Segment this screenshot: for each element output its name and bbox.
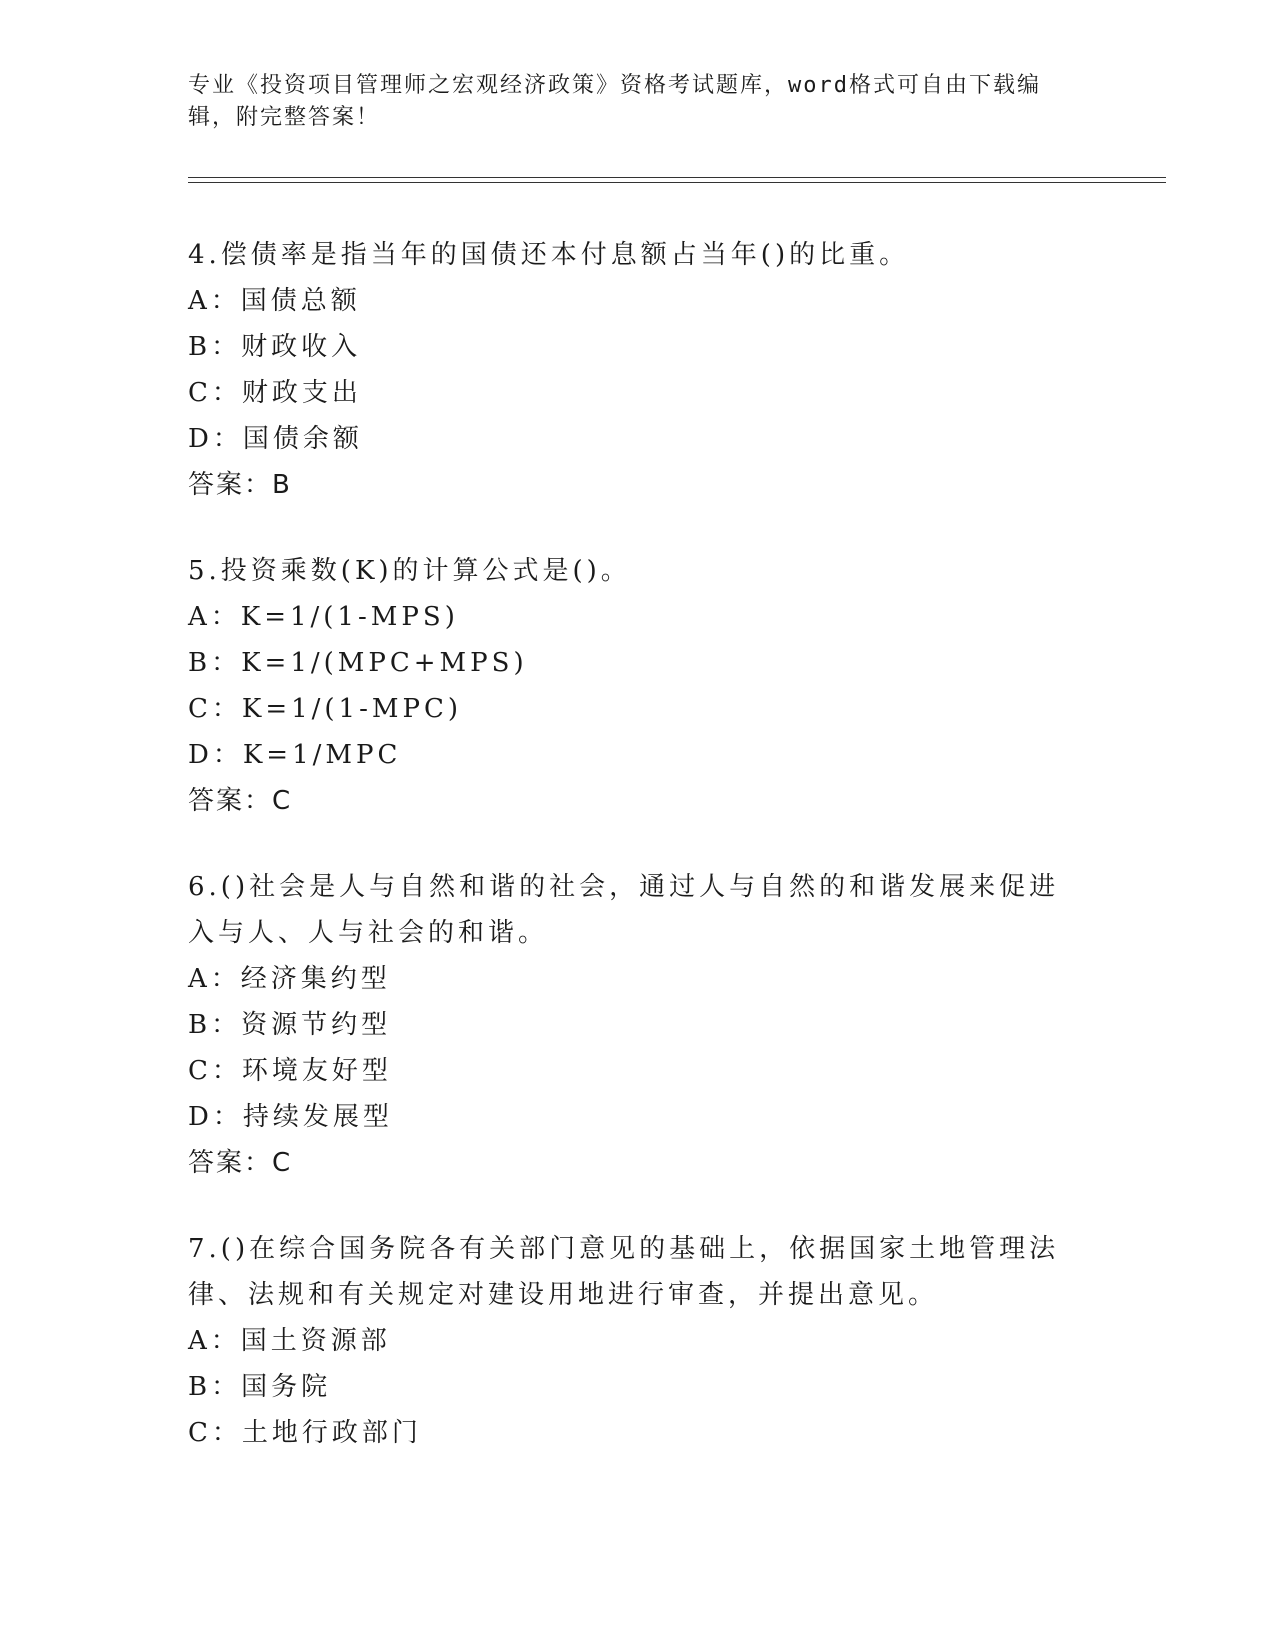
option-a [188,956,1088,1002]
header-divider-bottom [188,182,1166,183]
option-text: 国土资源部 [240,1326,391,1356]
question-stem: 7.()在综合国务院各有关部门意见的基础上，依据国家土地管理法律、法规和有关规定对建设用地进行审查，并提出意见。 [188,1234,1060,1310]
option-text: K=1/(1-MPS) [240,602,459,632]
option-b [188,1002,1088,1048]
option-text: 持续发展型 [242,1102,393,1132]
option-text: 环境友好型 [241,1056,392,1086]
option-b [188,640,1088,686]
option-text: 国债总额 [240,286,361,316]
option-text: 国务院 [241,1372,332,1402]
option-letter: B： [188,1372,242,1402]
option-letter: B： [188,332,242,362]
option-letter: C： [188,378,242,408]
answer-line: 答案：C [188,786,293,816]
option-letter: A： [188,964,241,994]
option-d [188,732,1088,778]
answer-line: 答案：C [188,1148,293,1178]
option-text: K=1/(MPC+MPS) [241,648,528,678]
question-7 [188,1226,1088,1456]
option-c [188,686,1088,732]
question-stem: 4.偿债率是指当年的国债还本付息额占当年()的比重。 [188,240,910,270]
option-c [188,1410,1088,1456]
option-text: 财政收入 [241,332,362,362]
option-a [188,278,1088,324]
option-text: 资源节约型 [241,1010,392,1040]
option-letter: A： [188,1326,241,1356]
option-text: 国债余额 [242,424,363,454]
option-b [188,1364,1088,1410]
option-d [188,416,1088,462]
option-letter: C： [188,1418,242,1448]
option-letter: D： [188,424,243,454]
option-letter: A： [188,286,241,316]
option-d [188,1094,1088,1140]
header-divider-top [188,177,1166,178]
option-a [188,1318,1088,1364]
option-text: 财政支出 [241,378,362,408]
option-c [188,370,1088,416]
question-stem: 5.投资乘数(K)的计算公式是()。 [188,556,631,586]
option-text: 土地行政部门 [241,1418,422,1448]
question-stem: 6.()社会是人与自然和谐的社会，通过人与自然的和谐发展来促进入与人、人与社会的和谐。 [188,872,1060,948]
option-letter: C： [188,1056,242,1086]
option-letter: B： [188,1010,242,1040]
answer-line: 答案：B [188,470,292,500]
option-letter: D： [188,740,243,770]
option-letter: D： [188,1102,243,1132]
option-letter: C： [188,694,242,724]
question-4 [188,232,1088,508]
option-c [188,1048,1088,1094]
option-text: 经济集约型 [240,964,391,994]
document-header: 专业《投资项目管理师之宏观经济政策》资格考试题库，word格式可自由下载编辑，附完整答案！ [188,73,1041,130]
option-letter: A： [188,602,241,632]
option-b [188,324,1088,370]
question-5 [188,548,1088,824]
option-text: K=1/MPC [242,740,402,770]
option-letter: B： [188,648,242,678]
question-list [188,232,1088,1496]
question-6 [188,864,1088,1186]
option-text: K=1/(1-MPC) [241,694,463,724]
option-a [188,594,1088,640]
